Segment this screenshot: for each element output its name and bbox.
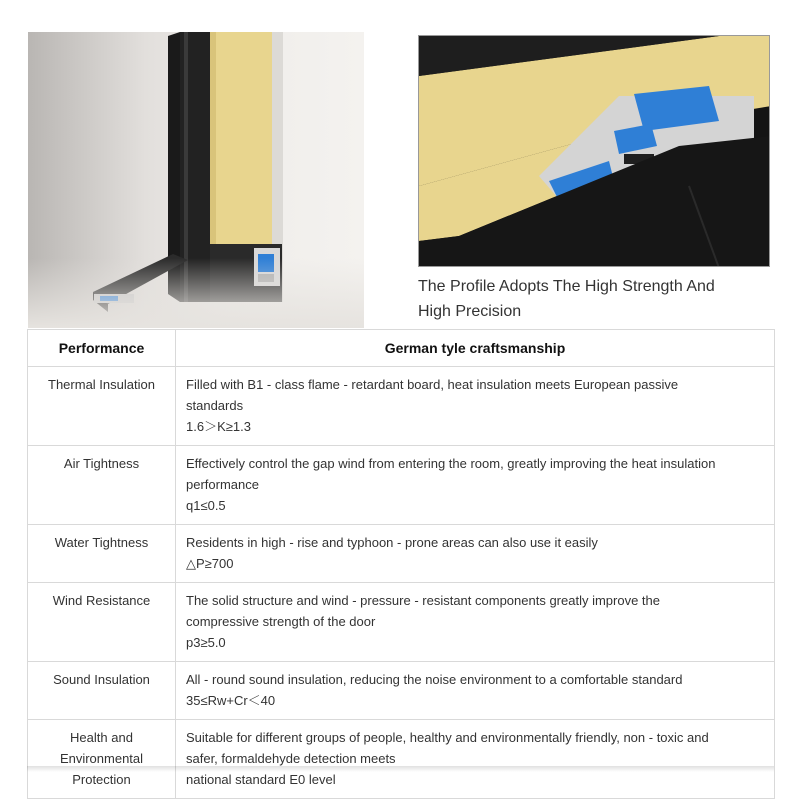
door-profile-photo: [28, 32, 364, 328]
feature-cell: [28, 720, 176, 799]
table-row: [28, 367, 775, 446]
description-cell: [176, 662, 775, 720]
description-line: safer, formaldehyde detection meets: [186, 751, 396, 766]
header-craftsmanship: German tyle craftsmanship: [176, 330, 775, 367]
header-performance: Performance: [28, 330, 176, 367]
description-line: national standard E0 level: [186, 772, 336, 787]
feature-label: Thermal Insulation: [48, 377, 155, 392]
feature-cell: [28, 583, 176, 662]
description-value: p3≥5.0: [186, 635, 226, 650]
description-line: Suitable for different groups of people, healthy and environmentally friendly, non - toxic and: [186, 730, 709, 745]
performance-table: [27, 329, 775, 799]
description-line: performance: [186, 477, 259, 492]
feature-cell: [28, 525, 176, 583]
table-row: [28, 525, 775, 583]
feature-label: Water Tightness: [54, 535, 149, 550]
caption-line-2: High Precision: [418, 303, 522, 320]
feature-label: Protection: [72, 772, 131, 787]
table-row: [28, 583, 775, 662]
description-line: The solid structure and wind - pressure - resistant components greatly improve the: [186, 593, 660, 608]
feature-cell: [28, 367, 176, 446]
table-row: [28, 662, 775, 720]
description-line: Filled with B1 - class flame - retardant board, heat insulation meets European passive: [186, 377, 679, 392]
description-value: 1.6＞K≥1.3: [186, 419, 251, 434]
description-value: q1≤0.5: [186, 498, 226, 513]
description-line: Residents in high - rise and typhoon - prone areas can also use it easily: [186, 535, 598, 550]
description-value: △P≥700: [186, 556, 234, 571]
description-line: compressive strength of the door: [186, 614, 376, 629]
feature-label: Sound Insulation: [53, 672, 150, 687]
feature-label: Health and: [70, 730, 133, 745]
photo-caption: [418, 274, 778, 324]
table-row: [28, 446, 775, 525]
profile-cross-section-photo: [418, 35, 770, 267]
table-header-row: [28, 330, 775, 367]
feature-label: Environmental: [59, 751, 144, 766]
feature-cell: [28, 446, 176, 525]
description-cell: [176, 446, 775, 525]
description-line: Effectively control the gap wind from entering the room, greatly improving the heat insulation: [186, 456, 716, 471]
description-cell: [176, 525, 775, 583]
description-cell: [176, 367, 775, 446]
description-cell: [176, 583, 775, 662]
description-line: All - round sound insulation, reducing the noise environment to a comfortable standard: [186, 672, 683, 687]
table-row: [28, 720, 775, 799]
feature-label: Air Tightness: [63, 456, 140, 471]
description-cell: [176, 720, 775, 799]
description-line: standards: [186, 398, 244, 413]
feature-cell: [28, 662, 176, 720]
caption-line-1: The Profile Adopts The High Strength And: [418, 278, 715, 295]
cross-section-illustration: [419, 36, 770, 267]
table-shadow: [27, 766, 774, 772]
description-value: 35≤Rw+Cr＜40: [186, 693, 276, 708]
feature-label: Wind Resistance: [52, 593, 151, 608]
